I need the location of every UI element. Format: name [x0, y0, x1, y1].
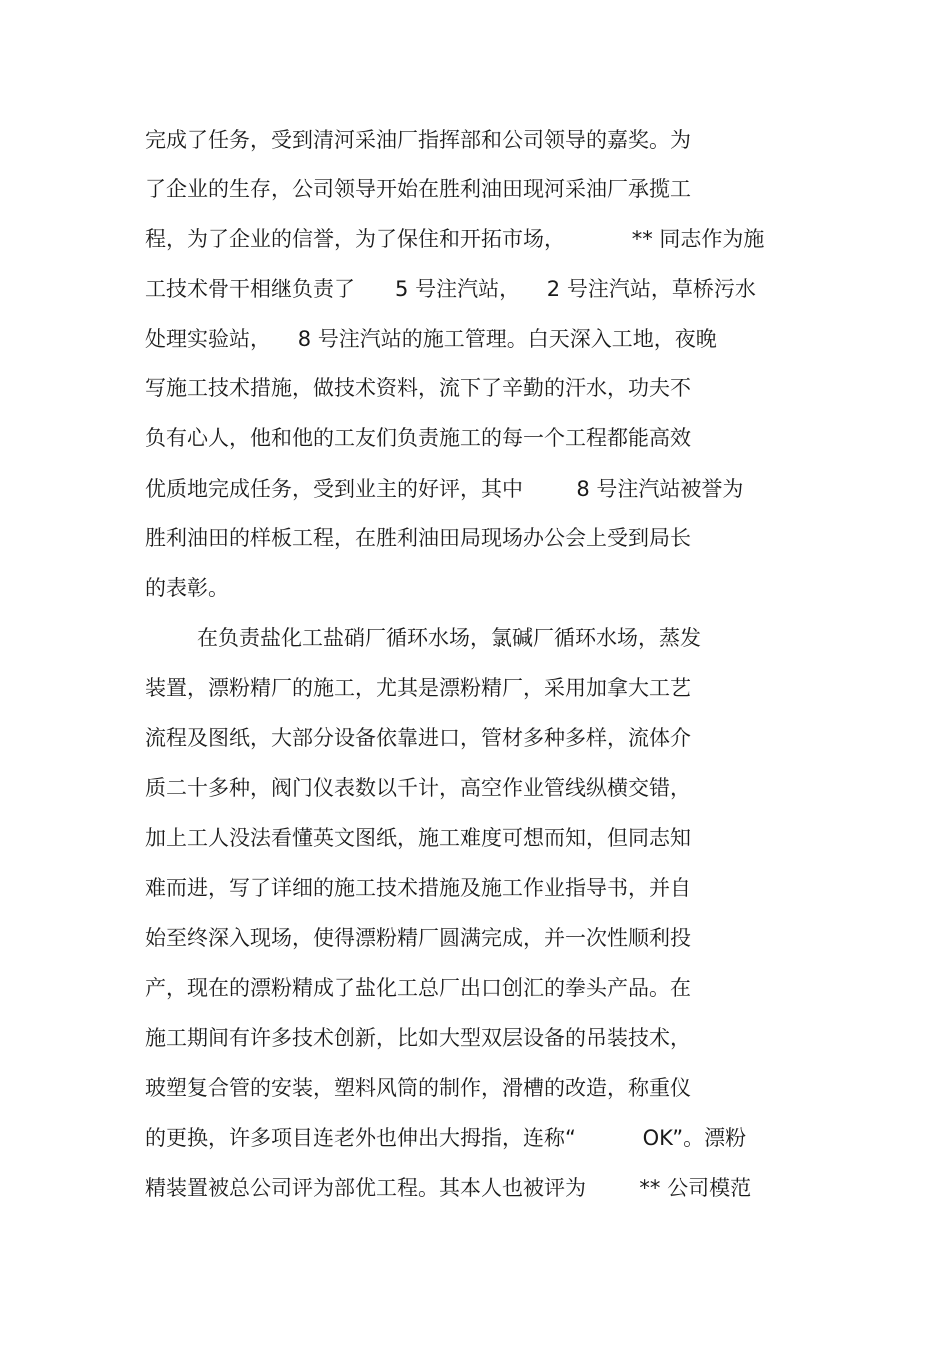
- text-line: 始至终深入现场，使得漂粉精厂圆满完成，并一次性顺利投: [145, 926, 691, 950]
- text-line: 完成了任务，受到清河采油厂指挥部和公司领导的嘉奖。为: [145, 128, 691, 152]
- text-line: 玻塑复合管的安装，塑料风筒的制作，滑槽的改造，称重仪: [145, 1076, 691, 1100]
- text-line: 程，为了企业的信誉，为了保住和开拓市场， ** 同志作为施: [145, 227, 765, 251]
- text-line: 产，现在的漂粉精成了盐化工总厂出口创汇的拳头产品。在: [145, 976, 691, 1000]
- text-line: 胜利油田的样板工程，在胜利油田局现场办公会上受到局长: [145, 526, 691, 550]
- text-line: 流程及图纸，大部分设备依靠进口，管材多种多样，流体介: [145, 726, 691, 750]
- text-line: 的表彰。: [145, 576, 229, 600]
- text-line: 工技术骨干相继负责了 5 号注汽站， 2 号注汽站，草桥污水: [145, 277, 756, 301]
- text-line: 写施工技术措施，做技术资料，流下了辛勤的汗水，功夫不: [145, 376, 691, 400]
- text-line: 施工期间有许多技术创新，比如大型双层设备的吊装技术，: [145, 1026, 691, 1050]
- text-line: 优质地完成任务，受到业主的好评，其中 8 号注汽站被誉为: [145, 477, 744, 501]
- text-line: 的更换，许多项目连老外也伸出大拇指，连称“ OK”。漂粉: [145, 1126, 747, 1150]
- text-line: 加上工人没法看懂英文图纸，施工难度可想而知，但同志知: [145, 826, 691, 850]
- text-line: 处理实验站， 8 号注汽站的施工管理。白天深入工地，夜晚: [145, 327, 717, 351]
- text-line: 精装置被总公司评为部优工程。其本人也被评为 ** 公司模范: [145, 1176, 752, 1200]
- text-line: 质二十多种，阀门仪表数以千计，高空作业管线纵横交错，: [145, 776, 691, 800]
- text-line: 了企业的生存，公司领导开始在胜利油田现河采油厂承揽工: [145, 177, 691, 201]
- paragraph-first-line: 在负责盐化工盐硝厂循环水场，氯碱厂循环水场，蒸发: [197, 626, 701, 650]
- text-line: 负有心人，他和他的工友们负责施工的每一个工程都能高效: [145, 426, 691, 450]
- text-line: 装置，漂粉精厂的施工，尤其是漂粉精厂，采用加拿大工艺: [145, 676, 691, 700]
- text-line: 难而进，写了详细的施工技术措施及施工作业指导书，并自: [145, 876, 691, 900]
